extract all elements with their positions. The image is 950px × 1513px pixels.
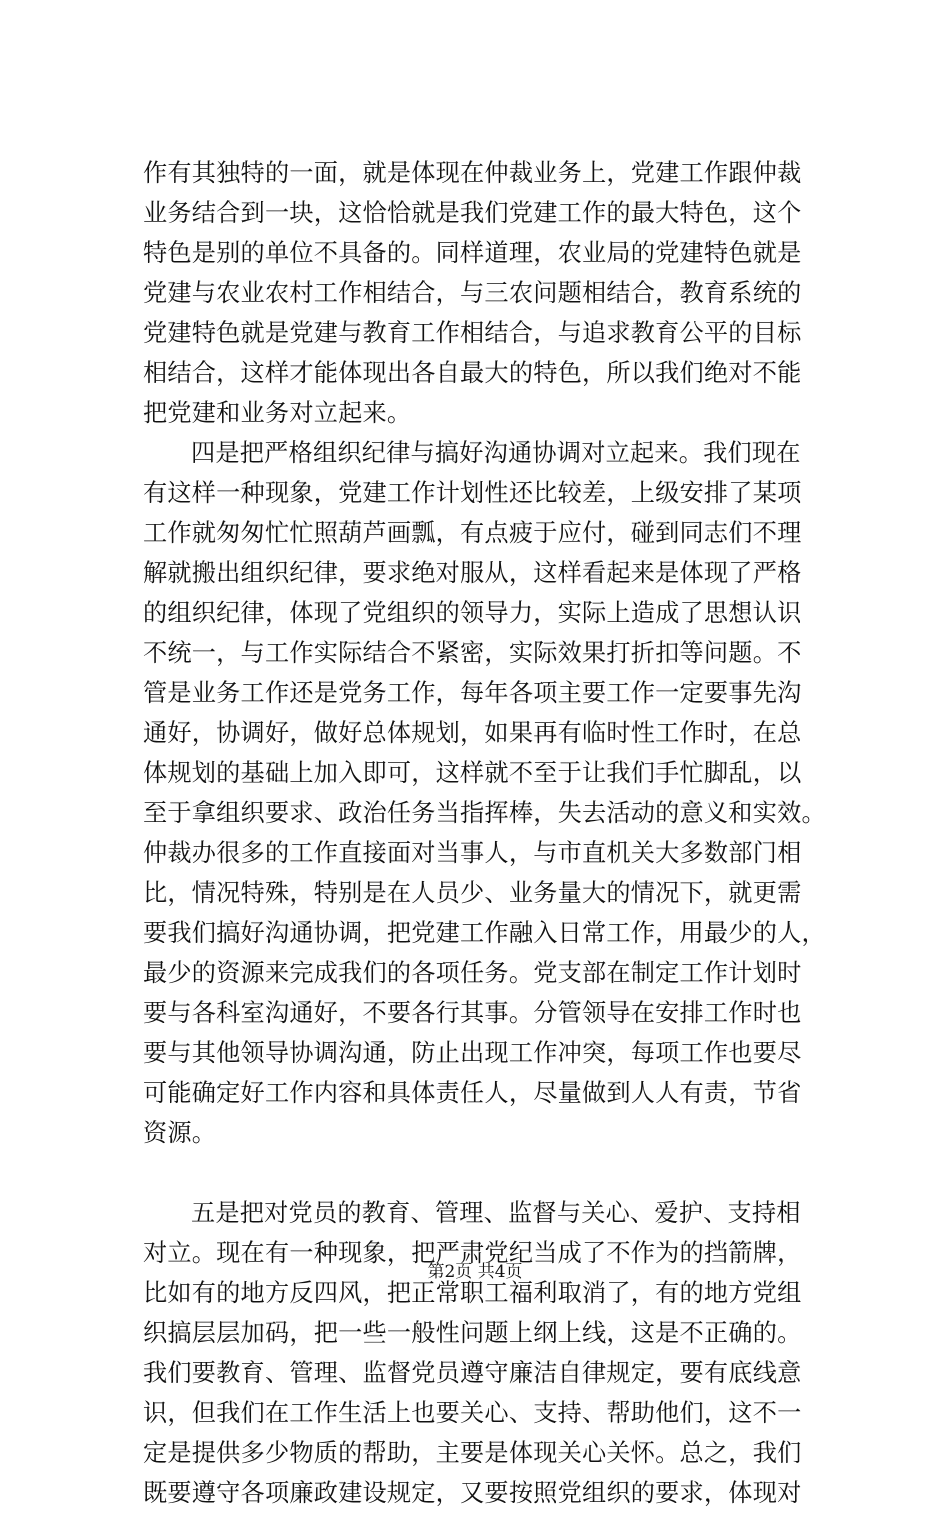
text-line-first: 五是把对党员的教育、管理、监督与关心、爱护、支持相 [191, 1199, 801, 1227]
text-line: 至于拿组织要求、政治任务当指挥棒，失去活动的意义和实效。 [143, 799, 826, 827]
text-line: 工作就匆匆忙忙照葫芦画瓢，有点疲于应付，碰到同志们不理 [143, 519, 802, 547]
text-line: 的组织纪律，体现了党组织的领导力，实际上造成了思想认识 [143, 599, 802, 627]
page-footer [0, 1260, 950, 1284]
text-line: 把党建和业务对立起来。 [143, 399, 412, 427]
text-line: 特色是别的单位不具备的。同样道理，农业局的党建特色就是 [143, 239, 802, 267]
text-line-first: 四是把严格组织纪律与搞好沟通协调对立起来。我们现在 [191, 439, 801, 467]
paragraph [143, 153, 840, 433]
text-line: 相结合，这样才能体现出各自最大的特色，所以我们绝对不能 [143, 359, 802, 387]
text-line [143, 1153, 840, 1193]
text-line: 比如有的地方反四风，把正常职工福利取消了，有的地方党组 [143, 1279, 802, 1307]
text-line: 不统一，与工作实际结合不紧密，实际效果打折扣等问题。不 [143, 639, 802, 667]
text-line: 既要遵守各项廉政建设规定，又要按照党组织的要求，体现对 [143, 1479, 802, 1507]
text-line: 仲裁办很多的工作直接面对当事人，与市直机关大多数部门相 [143, 839, 802, 867]
text-line: 比，情况特殊，特别是在人员少、业务量大的情况下，就更需 [143, 879, 802, 907]
text-line: 资源。 [143, 1119, 217, 1147]
text-line: 要与其他领导协调沟通，防止出现工作冲突，每项工作也要尽 [143, 1039, 802, 1067]
text-line: 识，但我们在工作生活上也要关心、支持、帮助他们，这不一 [143, 1399, 802, 1427]
text-line: 作有其独特的一面，就是体现在仲裁业务上，党建工作跟仲裁 [143, 159, 802, 187]
text-line: 要我们搞好沟通协调，把党建工作融入日常工作，用最少的人， [143, 919, 826, 947]
paragraph [143, 433, 840, 1193]
text-line: 要与各科室沟通好，不要各行其事。分管领导在安排工作时也 [143, 999, 802, 1027]
text-line: 织搞层层加码，把一些一般性问题上纲上线，这是不正确的。 [143, 1319, 802, 1347]
text-line: 最少的资源来完成我们的各项任务。党支部在制定工作计划时 [143, 959, 802, 987]
text-line: 我们要教育、管理、监督党员遵守廉洁自律规定，要有底线意 [143, 1359, 802, 1387]
text-line: 可能确定好工作内容和具体责任人，尽量做到人人有责，节省 [143, 1079, 802, 1107]
text-line: 党建特色就是党建与教育工作相结合，与追求教育公平的目标 [143, 319, 802, 347]
text-line: 定是提供多少物质的帮助，主要是体现关心关怀。总之，我们 [143, 1439, 802, 1467]
text-line: 解就搬出组织纪律，要求绝对服从，这样看起来是体现了严格 [143, 559, 802, 587]
text-line: 对立。现在有一种现象，把严肃党纪当成了不作为的挡箭牌， [143, 1239, 802, 1267]
text-line: 有这样一种现象，党建工作计划性还比较差，上级安排了某项 [143, 479, 802, 507]
text-line: 体规划的基础上加入即可，这样就不至于让我们手忙脚乱，以 [143, 759, 802, 787]
text-line: 党建与农业农村工作相结合，与三农问题相结合，教育系统的 [143, 279, 802, 307]
paragraph [143, 1193, 840, 1513]
text-line: 业务结合到一块，这恰恰就是我们党建工作的最大特色，这个 [143, 199, 802, 227]
page-number-label: 第2页 共4页 [427, 1262, 523, 1282]
document-body [143, 153, 840, 1513]
text-line: 管是业务工作还是党务工作，每年各项主要工作一定要事先沟 [143, 679, 802, 707]
text-line: 通好，协调好，做好总体规划，如果再有临时性工作时，在总 [143, 719, 802, 747]
